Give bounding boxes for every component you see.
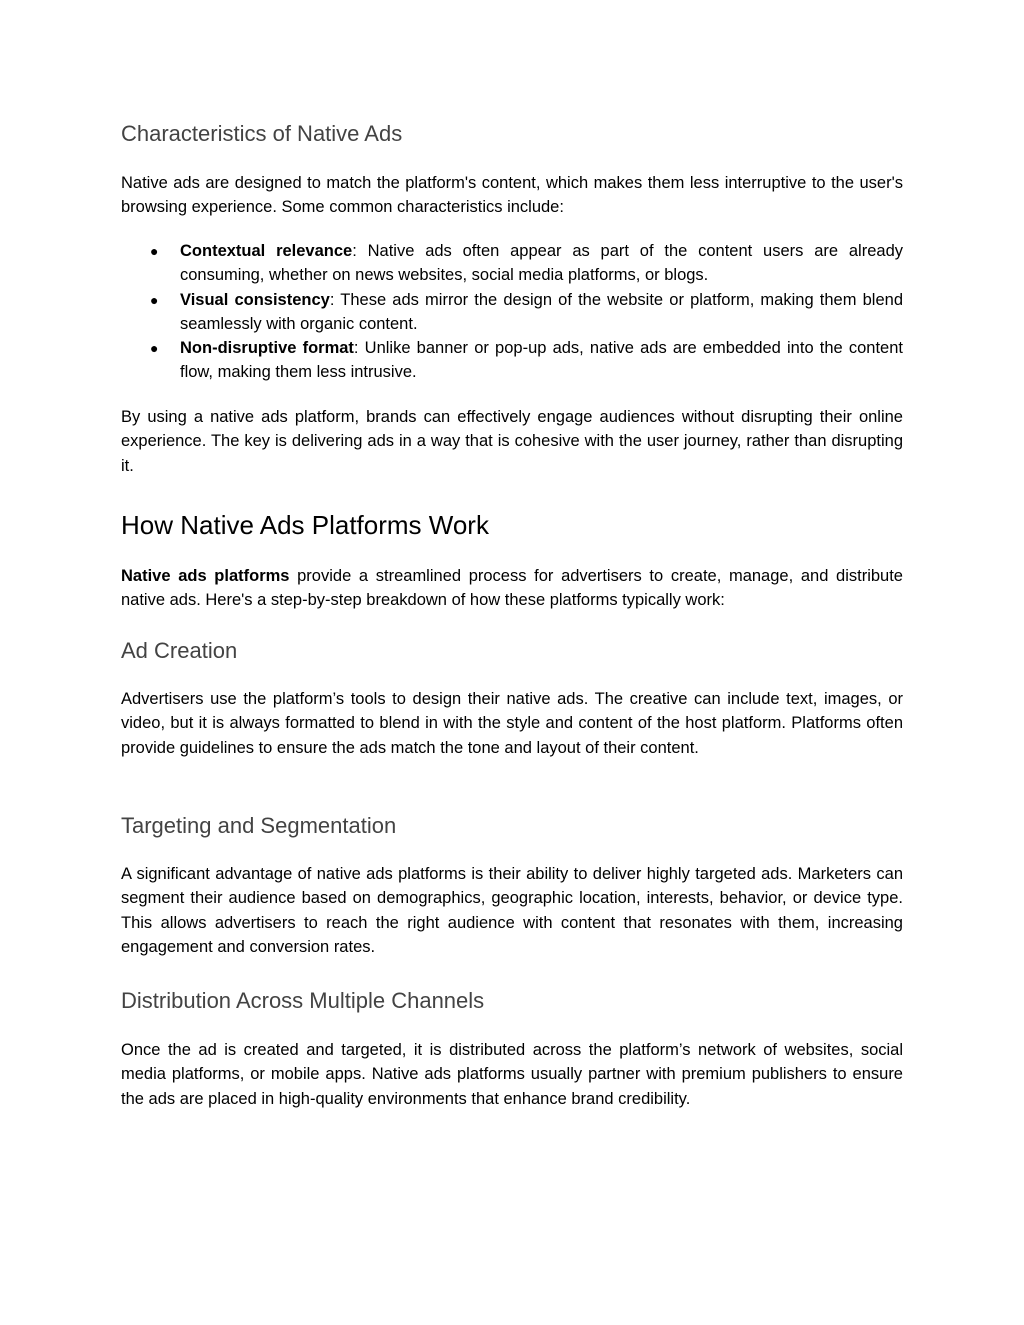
- bullet-icon: ●: [150, 243, 159, 259]
- characteristics-heading: Characteristics of Native Ads: [121, 121, 403, 146]
- how-intro-rest: provide a streamlined process for advertisers to create, manage, and distribute native ads. Here's a step-by-step breakdown of how these platforms typically work:: [121, 567, 903, 610]
- ad-creation-heading: Ad Creation: [121, 638, 238, 663]
- bullet-icon: ●: [150, 340, 159, 357]
- targeting-text: A significant advantage of native ads platforms is their ability to deliver highly targeted ads. Marketers can segment their audience based on demographics, geographic location, interests, behavior, or device type. This allows advertisers to reach the right audience with content that resonates with them, increasing engagement and conversion rates.: [121, 865, 903, 956]
- bullet-text: : Unlike banner or pop-up ads, native ads are embedded into the content flow, making them less intrusive.: [180, 339, 903, 382]
- characteristics-list: [121, 239, 903, 385]
- how-intro: [121, 564, 903, 613]
- bullet-term: Visual consistency: [180, 290, 330, 309]
- characteristics-outro: By using a native ads platform, brands can effectively engage audiences without disrupting their online experience. The key is delivering ads in a way that is cohesive with the user journey, rather than disrupting it.: [121, 408, 903, 475]
- targeting-heading: Targeting and Segmentation: [121, 813, 397, 838]
- distribution-text: Once the ad is created and targeted, it is distributed across the platform’s network of websites, social media platforms, or mobile apps. Native ads platforms usually partner with premium publishers to ensure the ads are placed in high-quality environments that enhance brand credibility.: [121, 1041, 903, 1108]
- list-item: [121, 288, 903, 337]
- list-item: [121, 336, 903, 385]
- characteristics-intro: Native ads are designed to match the platform's content, which makes them less interruptive to the user's browsing experience. Some common characteristics include:: [121, 174, 903, 217]
- list-item: [121, 239, 903, 288]
- distribution-heading: Distribution Across Multiple Channels: [121, 988, 485, 1013]
- bullet-text: : These ads mirror the design of the website or platform, making them blend seamlessly with organic content.: [180, 290, 903, 333]
- ad-creation-text: Advertisers use the platform’s tools to design their native ads. The creative can include text, images, or video, but it is always formatted to blend in with the style and content of the host platform. Platforms often provide guidelines to ensure the ads match the tone and layout of their content.: [121, 690, 903, 757]
- bullet-term: Contextual relevance: [180, 242, 353, 260]
- bullet-text: : Native ads often appear as part of the content users are already consuming, whether on news websites, social media platforms, or blogs.: [180, 242, 903, 285]
- bullet-icon: ●: [150, 291, 159, 308]
- bullet-term: Non-disruptive format: [180, 339, 354, 358]
- how-heading: How Native Ads Platforms Work: [121, 510, 489, 540]
- how-intro-bold: Native ads platforms: [121, 567, 290, 585]
